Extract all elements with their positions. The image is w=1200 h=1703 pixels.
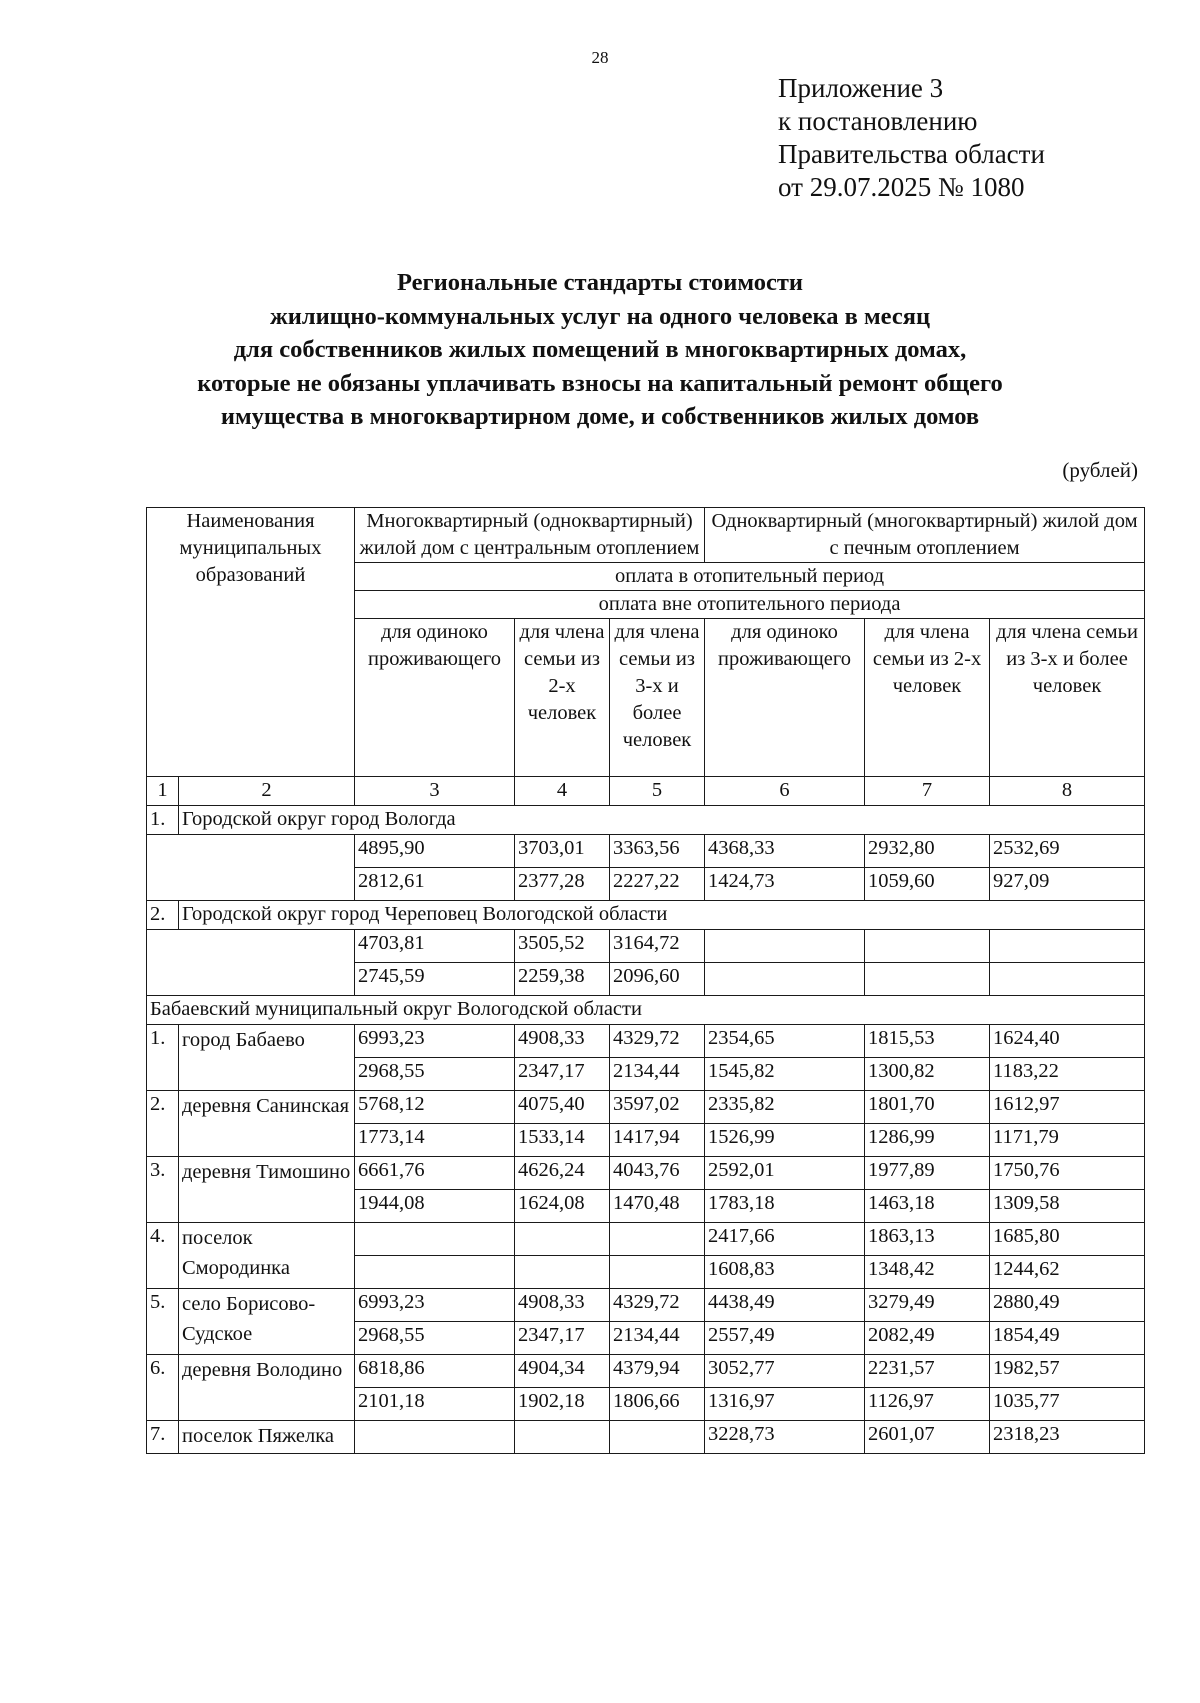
value-cell: 1533,14	[515, 1124, 610, 1157]
value-cell	[865, 963, 990, 996]
value-cell: 4379,94	[610, 1355, 705, 1388]
value-cell: 1545,82	[705, 1058, 865, 1091]
column-number: 7	[865, 777, 990, 806]
table-row	[147, 1025, 1145, 1058]
value-cell	[355, 1256, 515, 1289]
column-number: 2	[179, 777, 355, 806]
section-number: 2.	[147, 901, 179, 930]
header-municipality: Наименования муниципальных образований	[147, 508, 355, 777]
settlement-name: деревня Володино	[179, 1355, 355, 1421]
header-sub-col: для члена семьи из 3-х и более человек	[990, 619, 1145, 777]
value-cell: 1783,18	[705, 1190, 865, 1223]
value-cell: 4043,76	[610, 1157, 705, 1190]
value-cell: 1417,94	[610, 1124, 705, 1157]
column-number: 1	[147, 777, 179, 806]
table-row	[147, 1355, 1145, 1388]
column-number: 8	[990, 777, 1145, 806]
value-cell: 2354,65	[705, 1025, 865, 1058]
value-cell: 2101,18	[355, 1388, 515, 1421]
value-cell: 1608,83	[705, 1256, 865, 1289]
title-line: для собственников жилых помещений в многоквартирных домах,	[233, 336, 967, 363]
value-cell: 2335,82	[705, 1091, 865, 1124]
value-cell: 1309,58	[990, 1190, 1145, 1223]
value-cell: 2968,55	[355, 1058, 515, 1091]
value-cell	[705, 963, 865, 996]
value-cell: 2227,22	[610, 868, 705, 901]
value-cell: 1183,22	[990, 1058, 1145, 1091]
header-stove-heating: Одноквартирный (многоквартирный) жилой дом с печным отоплением	[705, 508, 1145, 563]
title-line: имущества в многоквартирном доме, и собственников жилых домов	[220, 403, 980, 430]
value-cell: 1463,18	[865, 1190, 990, 1223]
appendix-line: от 29.07.2025 № 1080	[778, 172, 1025, 202]
value-cell: 3597,02	[610, 1091, 705, 1124]
header-central-heating: Многоквартирный (одноквартирный) жилой дом с центральным отоплением	[355, 508, 705, 563]
value-cell: 4329,72	[610, 1025, 705, 1058]
value-cell: 2082,49	[865, 1322, 990, 1355]
section-title: Городской округ город Вологда	[179, 806, 1145, 835]
value-cell	[515, 1256, 610, 1289]
value-cell: 1863,13	[865, 1223, 990, 1256]
value-cell	[990, 930, 1145, 963]
value-cell: 2259,38	[515, 963, 610, 996]
value-cell: 1470,48	[610, 1190, 705, 1223]
row-number: 1.	[147, 1025, 179, 1091]
value-cell: 3164,72	[610, 930, 705, 963]
header-sub-col: для одиноко проживающего	[355, 619, 515, 777]
settlement-name: деревня Тимошино	[179, 1157, 355, 1223]
value-cell: 3228,73	[705, 1421, 865, 1454]
units-label: (рублей)	[1062, 458, 1138, 482]
value-cell: 2231,57	[865, 1355, 990, 1388]
table-row	[147, 1223, 1145, 1256]
header-sub-col: для одиноко проживающего	[705, 619, 865, 777]
value-cell: 4626,24	[515, 1157, 610, 1190]
value-cell	[990, 963, 1145, 996]
row-number: 4.	[147, 1223, 179, 1289]
value-cell: 1977,89	[865, 1157, 990, 1190]
value-cell: 2134,44	[610, 1322, 705, 1355]
value-cell	[705, 930, 865, 963]
appendix-line: Правительства области	[778, 139, 1045, 169]
value-cell: 1854,49	[990, 1322, 1145, 1355]
value-cell	[610, 1256, 705, 1289]
value-cell: 2347,17	[515, 1058, 610, 1091]
row-number: 6.	[147, 1355, 179, 1421]
value-cell: 1685,80	[990, 1223, 1145, 1256]
value-cell: 1944,08	[355, 1190, 515, 1223]
row-number: 2.	[147, 1091, 179, 1157]
value-cell: 1348,42	[865, 1256, 990, 1289]
value-cell: 1286,99	[865, 1124, 990, 1157]
value-cell: 1526,99	[705, 1124, 865, 1157]
value-cell: 2968,55	[355, 1322, 515, 1355]
value-cell: 1300,82	[865, 1058, 990, 1091]
value-cell: 1815,53	[865, 1025, 990, 1058]
header-sub-col: для члена семьи из 2-х человек	[515, 619, 610, 777]
value-cell: 3279,49	[865, 1289, 990, 1322]
settlement-name: поселок Пяжелка	[179, 1421, 355, 1454]
value-cell: 3052,77	[705, 1355, 865, 1388]
table-row	[147, 1289, 1145, 1322]
value-cell: 1773,14	[355, 1124, 515, 1157]
table-row	[147, 1091, 1145, 1124]
column-number: 4	[515, 777, 610, 806]
value-cell: 3363,56	[610, 835, 705, 868]
value-cell	[355, 1421, 515, 1454]
value-cell: 2812,61	[355, 868, 515, 901]
value-cell: 2096,60	[610, 963, 705, 996]
appendix-block	[778, 72, 1045, 204]
title-line: жилищно-коммунальных услуг на одного человека в месяц	[269, 302, 931, 330]
value-cell: 6818,86	[355, 1355, 515, 1388]
value-cell: 2880,49	[990, 1289, 1145, 1322]
section-title: Городской округ город Череповец Вологодской области	[179, 901, 1145, 930]
value-cell: 2745,59	[355, 963, 515, 996]
value-cell: 1750,76	[990, 1157, 1145, 1190]
value-cell	[610, 1421, 705, 1454]
value-cell: 2601,07	[865, 1421, 990, 1454]
settlement-name: город Бабаево	[179, 1025, 355, 1091]
column-number: 6	[705, 777, 865, 806]
value-cell	[515, 1421, 610, 1454]
section-number: 1.	[147, 806, 179, 835]
value-cell: 2532,69	[990, 835, 1145, 868]
value-cell: 4075,40	[515, 1091, 610, 1124]
empty-cell	[147, 930, 355, 996]
value-cell: 6993,23	[355, 1289, 515, 1322]
document-title	[0, 266, 1200, 434]
title-line: Региональные стандарты стоимости	[397, 269, 803, 296]
value-cell: 2932,80	[865, 835, 990, 868]
value-cell: 1624,40	[990, 1025, 1145, 1058]
settlement-name: деревня Санинская	[179, 1091, 355, 1157]
value-cell: 1059,60	[865, 868, 990, 901]
value-cell: 4329,72	[610, 1289, 705, 1322]
value-cell: 6993,23	[355, 1025, 515, 1058]
value-cell: 1902,18	[515, 1388, 610, 1421]
table-row	[147, 1421, 1145, 1454]
appendix-line: к постановлению	[778, 106, 978, 136]
page-number: 28	[591, 48, 609, 67]
value-cell: 2377,28	[515, 868, 610, 901]
value-cell: 4368,33	[705, 835, 865, 868]
header-sub-col: для члена семьи из 3-х и более человек	[610, 619, 705, 777]
value-cell: 1612,97	[990, 1091, 1145, 1124]
row-number: 3.	[147, 1157, 179, 1223]
value-cell: 1624,08	[515, 1190, 610, 1223]
district-title: Бабаевский муниципальный округ Вологодской области	[147, 996, 1145, 1025]
value-cell: 1316,97	[705, 1388, 865, 1421]
header-nonheating-period: оплата вне отопительного периода	[355, 591, 1145, 619]
title-line: которые не обязаны уплачивать взносы на капитальный ремонт общего	[197, 369, 1003, 397]
value-cell: 2318,23	[990, 1421, 1145, 1454]
value-cell: 4904,34	[515, 1355, 610, 1388]
standards-table	[146, 507, 1145, 1454]
empty-cell	[147, 835, 355, 901]
value-cell: 2557,49	[705, 1322, 865, 1355]
value-cell	[865, 930, 990, 963]
value-cell: 4703,81	[355, 930, 515, 963]
header-heating-period: оплата в отопительный период	[355, 563, 1145, 591]
column-number: 5	[610, 777, 705, 806]
settlement-name: поселок Смородинка	[179, 1223, 355, 1289]
row-number: 5.	[147, 1289, 179, 1355]
row-number: 7.	[147, 1421, 179, 1454]
value-cell: 5768,12	[355, 1091, 515, 1124]
value-cell: 1806,66	[610, 1388, 705, 1421]
value-cell: 2134,44	[610, 1058, 705, 1091]
value-cell: 1171,79	[990, 1124, 1145, 1157]
appendix-line: Приложение 3	[778, 73, 944, 103]
value-cell	[515, 1223, 610, 1256]
value-cell	[355, 1223, 515, 1256]
value-cell: 3505,52	[515, 930, 610, 963]
settlement-name: село Борисово-Судское	[179, 1289, 355, 1355]
value-cell: 4908,33	[515, 1289, 610, 1322]
value-cell: 1801,70	[865, 1091, 990, 1124]
value-cell: 1126,97	[865, 1388, 990, 1421]
value-cell: 6661,76	[355, 1157, 515, 1190]
value-cell: 4895,90	[355, 835, 515, 868]
header-sub-col: для члена семьи из 2-х человек	[865, 619, 990, 777]
value-cell: 2347,17	[515, 1322, 610, 1355]
value-cell	[610, 1223, 705, 1256]
table-row	[147, 1157, 1145, 1190]
value-cell: 1244,62	[990, 1256, 1145, 1289]
value-cell: 927,09	[990, 868, 1145, 901]
column-number: 3	[355, 777, 515, 806]
value-cell: 1982,57	[990, 1355, 1145, 1388]
value-cell: 4438,49	[705, 1289, 865, 1322]
value-cell: 2592,01	[705, 1157, 865, 1190]
value-cell: 1424,73	[705, 868, 865, 901]
value-cell: 2417,66	[705, 1223, 865, 1256]
value-cell: 1035,77	[990, 1388, 1145, 1421]
value-cell: 3703,01	[515, 835, 610, 868]
value-cell: 4908,33	[515, 1025, 610, 1058]
